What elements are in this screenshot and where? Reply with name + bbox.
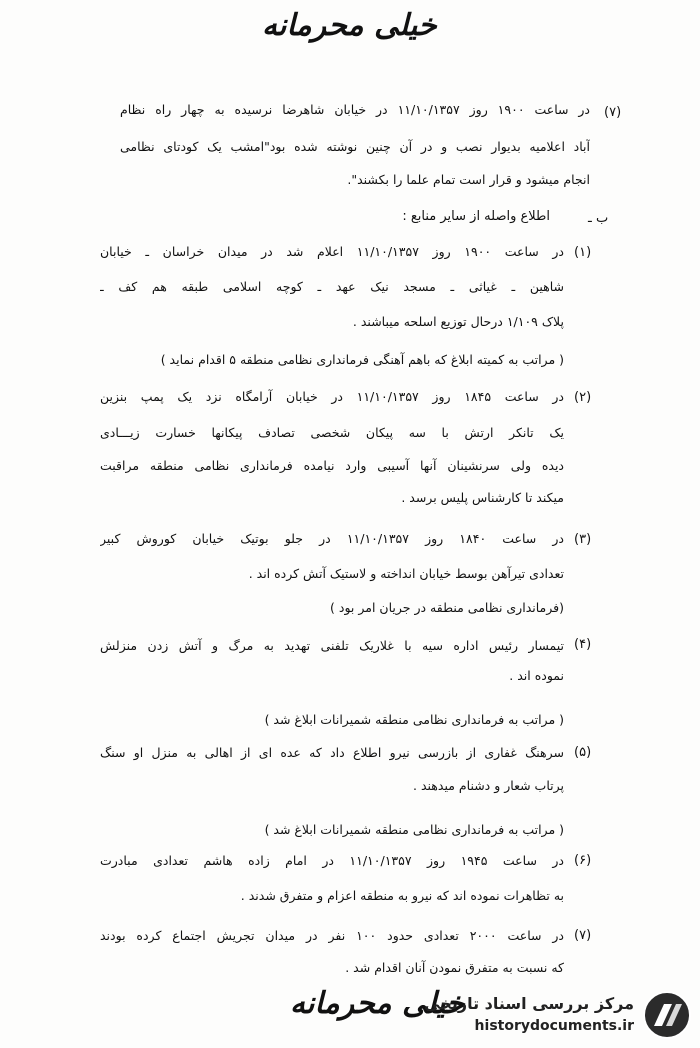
archive-name: مرکز بررسی اسناد تاریخی bbox=[424, 994, 634, 1013]
item-number: (۷) bbox=[574, 928, 592, 943]
archive-logo-icon bbox=[642, 990, 692, 1040]
section-b-heading: اطلاع واصله از سایر منابع : bbox=[402, 209, 550, 224]
item6-line-2: به تظاهرات نموده اند که نیرو به منطقه اعزام و متفرق شدند . bbox=[240, 888, 564, 903]
item-number: (۵) bbox=[574, 745, 592, 760]
item4-note: ( مراتب به فرمانداری نظامی منطقه شمیرانات ابلاغ شد ) bbox=[264, 712, 564, 727]
item-number: (۷) bbox=[604, 105, 622, 120]
item4-line-2: نموده اند . bbox=[509, 668, 564, 683]
item-number: (۴) bbox=[574, 637, 592, 652]
item7-line-3: انجام میشود و قرار است تمام علما را بکشند". bbox=[347, 172, 590, 187]
item1-line-3: پلاک ۱/۱۰۹ درحال توزیع اسلحه میباشند . bbox=[352, 314, 564, 329]
item-number: (۶) bbox=[574, 853, 592, 868]
item7b-line-1: در ساعت ۲۰۰۰ تعدادی حدود ۱۰۰ نفر در میدان تجریش اجتماع کرده بودند bbox=[100, 928, 564, 943]
item5-line-2: پرتاب شعار و دشنام میدهند . bbox=[413, 778, 564, 793]
item7-line-1: در ساعت ۱۹۰۰ روز ۱۱/۱۰/۱۳۵۷ در خیابان شاهرضا نرسیده به چهار راه نظام bbox=[120, 102, 590, 117]
item2-line-3: دیده ولی سرنشینان آنها آسیبی وارد نیامده فرمانداری نظامی منطقه مراقبت bbox=[100, 458, 564, 473]
classification-header: خیلی محرمانه bbox=[262, 8, 437, 43]
item-number: (۳) bbox=[574, 532, 592, 547]
item-number: (۱) bbox=[574, 245, 592, 260]
item1-line-2: شاهین ـ غیاثی ـ مسجد نیک عهد ـ کوچه اسلامی طبقه هم کف ـ bbox=[100, 279, 564, 294]
item4-line-1: تیمسار رئیس اداره سیه با غلاریک تلفنی تهدید به مرگ و آتش زدن منزلش bbox=[100, 638, 564, 653]
item3-line-3: (فرمانداری نظامی منطقه در جریان امر بود ) bbox=[330, 600, 564, 615]
item6-line-1: در ساعت ۱۹۴۵ روز ۱۱/۱۰/۱۳۵۷ در امام زاده هاشم تعدادی مبادرت bbox=[100, 853, 564, 868]
item2-line-1: در ساعت ۱۸۴۵ روز ۱۱/۱۰/۱۳۵۷ در خیابان آرامگاه نزد یک پمپ بنزین bbox=[100, 389, 564, 404]
item-number: (۲) bbox=[574, 390, 592, 405]
item5-note: ( مراتب به فرمانداری نظامی منطقه شمیرانات ابلاغ شد ) bbox=[264, 822, 564, 837]
item3-line-1: در ساعت ۱۸۴۰ روز ۱۱/۱۰/۱۳۵۷ در جلو بوتیک خیابان کوروش کبیر bbox=[100, 531, 564, 546]
archive-watermark bbox=[424, 990, 692, 1040]
item2-line-2: یک تانکر ارتش با سه پیکان شخصی تصادف پیکانها خسارت زیـــادی bbox=[100, 425, 564, 440]
item1-line-1: در ساعت ۱۹۰۰ روز ۱۱/۱۰/۱۳۵۷ اعلام شد در میدان خراسان ـ خیابان bbox=[100, 244, 564, 259]
item3-line-2: تعدادی تیرآهن بوسط خیابان انداخته و لاستیک آتش کرده اند . bbox=[248, 566, 564, 581]
item5-line-1: سرهنگ غفاری از بازرسی نیرو اطلاع داد که عده ای از اهالی به منزل او سنگ bbox=[100, 745, 564, 760]
item7-line-2: آباد اعلامیه بدیوار نصب و در آن چنین نوشته شده بود"امشب یک کودتای نظامی bbox=[120, 139, 590, 154]
item7b-line-2: که نسبت به متفرق نمودن آنان اقدام شد . bbox=[345, 960, 564, 975]
item1-note: ( مراتب به کمیته ابلاغ که باهم آهنگی فرمانداری نظامی منطقه ۵ اقدام نماید ) bbox=[160, 352, 564, 367]
classification-footer: خیلی محرمانه bbox=[290, 986, 465, 1021]
archive-url[interactable]: historydocuments.ir bbox=[474, 1018, 634, 1034]
section-b-letter: ب ـ bbox=[588, 211, 609, 226]
item2-line-4: میکند تا کارشناس پلیس برسد . bbox=[401, 490, 564, 505]
